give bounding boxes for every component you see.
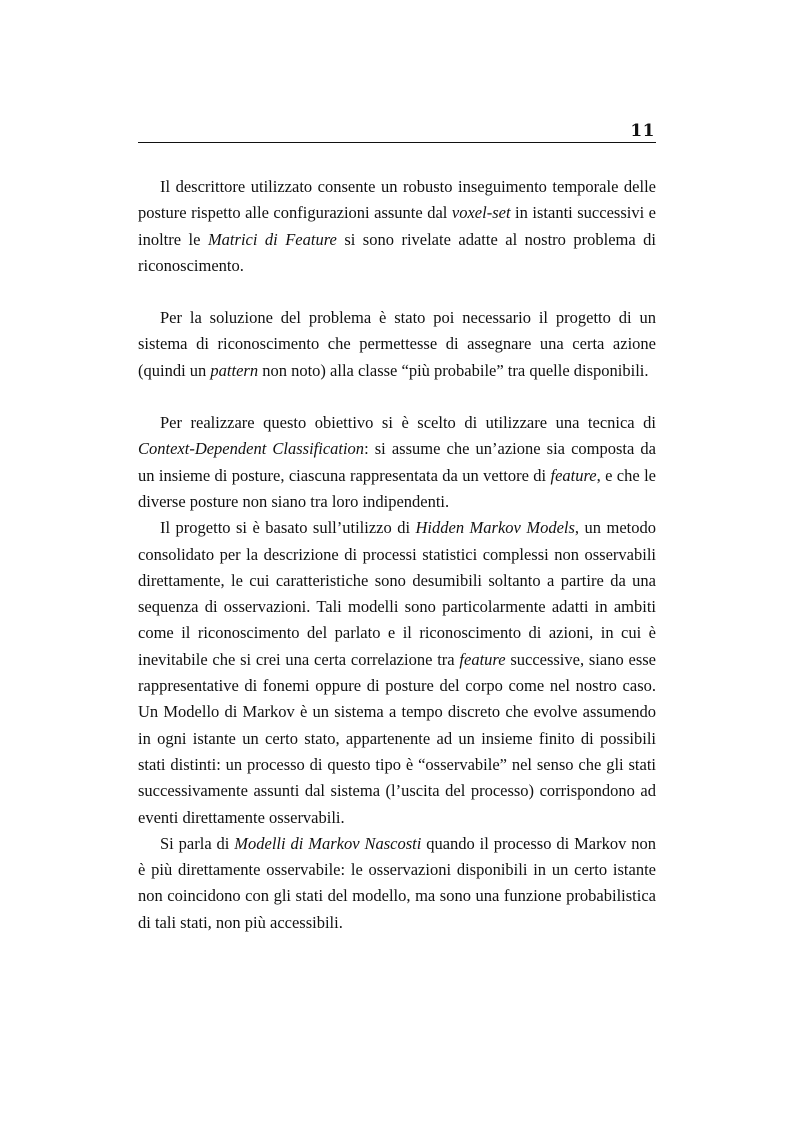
text-segment: quando il processo di Markov non è più direttamente osservabile: le osservazioni disponibili in un certo istante non coincidono con gli stati del modello, ma sono una funzione probabilistica di tali stati, non più accessibili. [138,833,656,932]
italic-term: feature [550,465,597,485]
text-segment: : si assume che un’azione sia composta da un insieme di posture, ciascuna rappresentata da un vettore di [138,439,656,485]
italic-term: Matrici di Feature [207,229,337,249]
text-segment: , e che le diverse posture non siano tra loro indipendenti. [138,465,656,511]
text-segment: Per la soluzione del problema è stato poi necessario il progetto di un sistema di riconoscimento che permettesse di assegnare una certa azione (quindi un [138,308,656,380]
paragraph-4 [138,515,656,831]
italic-term: Context-Dependent Classification [138,439,365,459]
text-segment: successive, siano esse rappresentative di fonemi oppure di posture del corpo come nel nostro caso. Un Modello di Markov è un sistema a tempo discreto che evolve assumendo in ogni istante un certo stato, appartenente ad un insieme finito di possibili stati distinti: un processo di questo tipo è “osservabile” nel senso che gli stati successivamente assunti dal sistema (l’uscita del processo) corrispondono ad eventi direttamente osservabili. [138,649,656,827]
paragraph-1 [138,174,656,279]
header-rule [138,142,656,143]
italic-term: feature [459,649,506,669]
italic-term: voxel-set [451,203,511,223]
paragraph-2 [138,305,656,384]
paragraph-3 [138,410,656,515]
italic-term: Modelli di Markov Nascosti [234,833,422,853]
text-segment: in istanti successivi e inoltre le [138,203,656,249]
text-segment: Il descrittore utilizzato consente un robusto inseguimento temporale delle posture rispetto alle configurazioni assunte dal [138,177,656,223]
page-number: 11 [630,121,655,141]
text-segment: non noto) alla classe “più probabile” tra quelle disponibili. [258,360,649,380]
italic-term: Hidden Markov Models [415,518,575,538]
italic-term: pattern [210,360,259,380]
body-text [138,174,656,936]
text-segment: Per realizzare questo obiettivo si è scelto di utilizzare una tecnica di [160,413,656,433]
text-segment: Si parla di [160,833,235,853]
text-segment: Il progetto si è basato sull’utilizzo di [160,518,416,538]
paragraph-5 [138,831,656,936]
text-segment: si sono rivelate adatte al nostro problema di riconoscimento. [138,229,656,275]
text-segment: , un metodo consolidato per la descrizione di processi statistici complessi non osservabili direttamente, le cui caratteristiche sono desumibili soltanto a partire da una sequenza di osservazioni. Tali modelli sono particolarmente adatti in ambiti come il riconoscimento del parlato e il riconoscimento di azioni, in cui è inevitabile che si crei una certa correlazione tra [138,518,656,669]
